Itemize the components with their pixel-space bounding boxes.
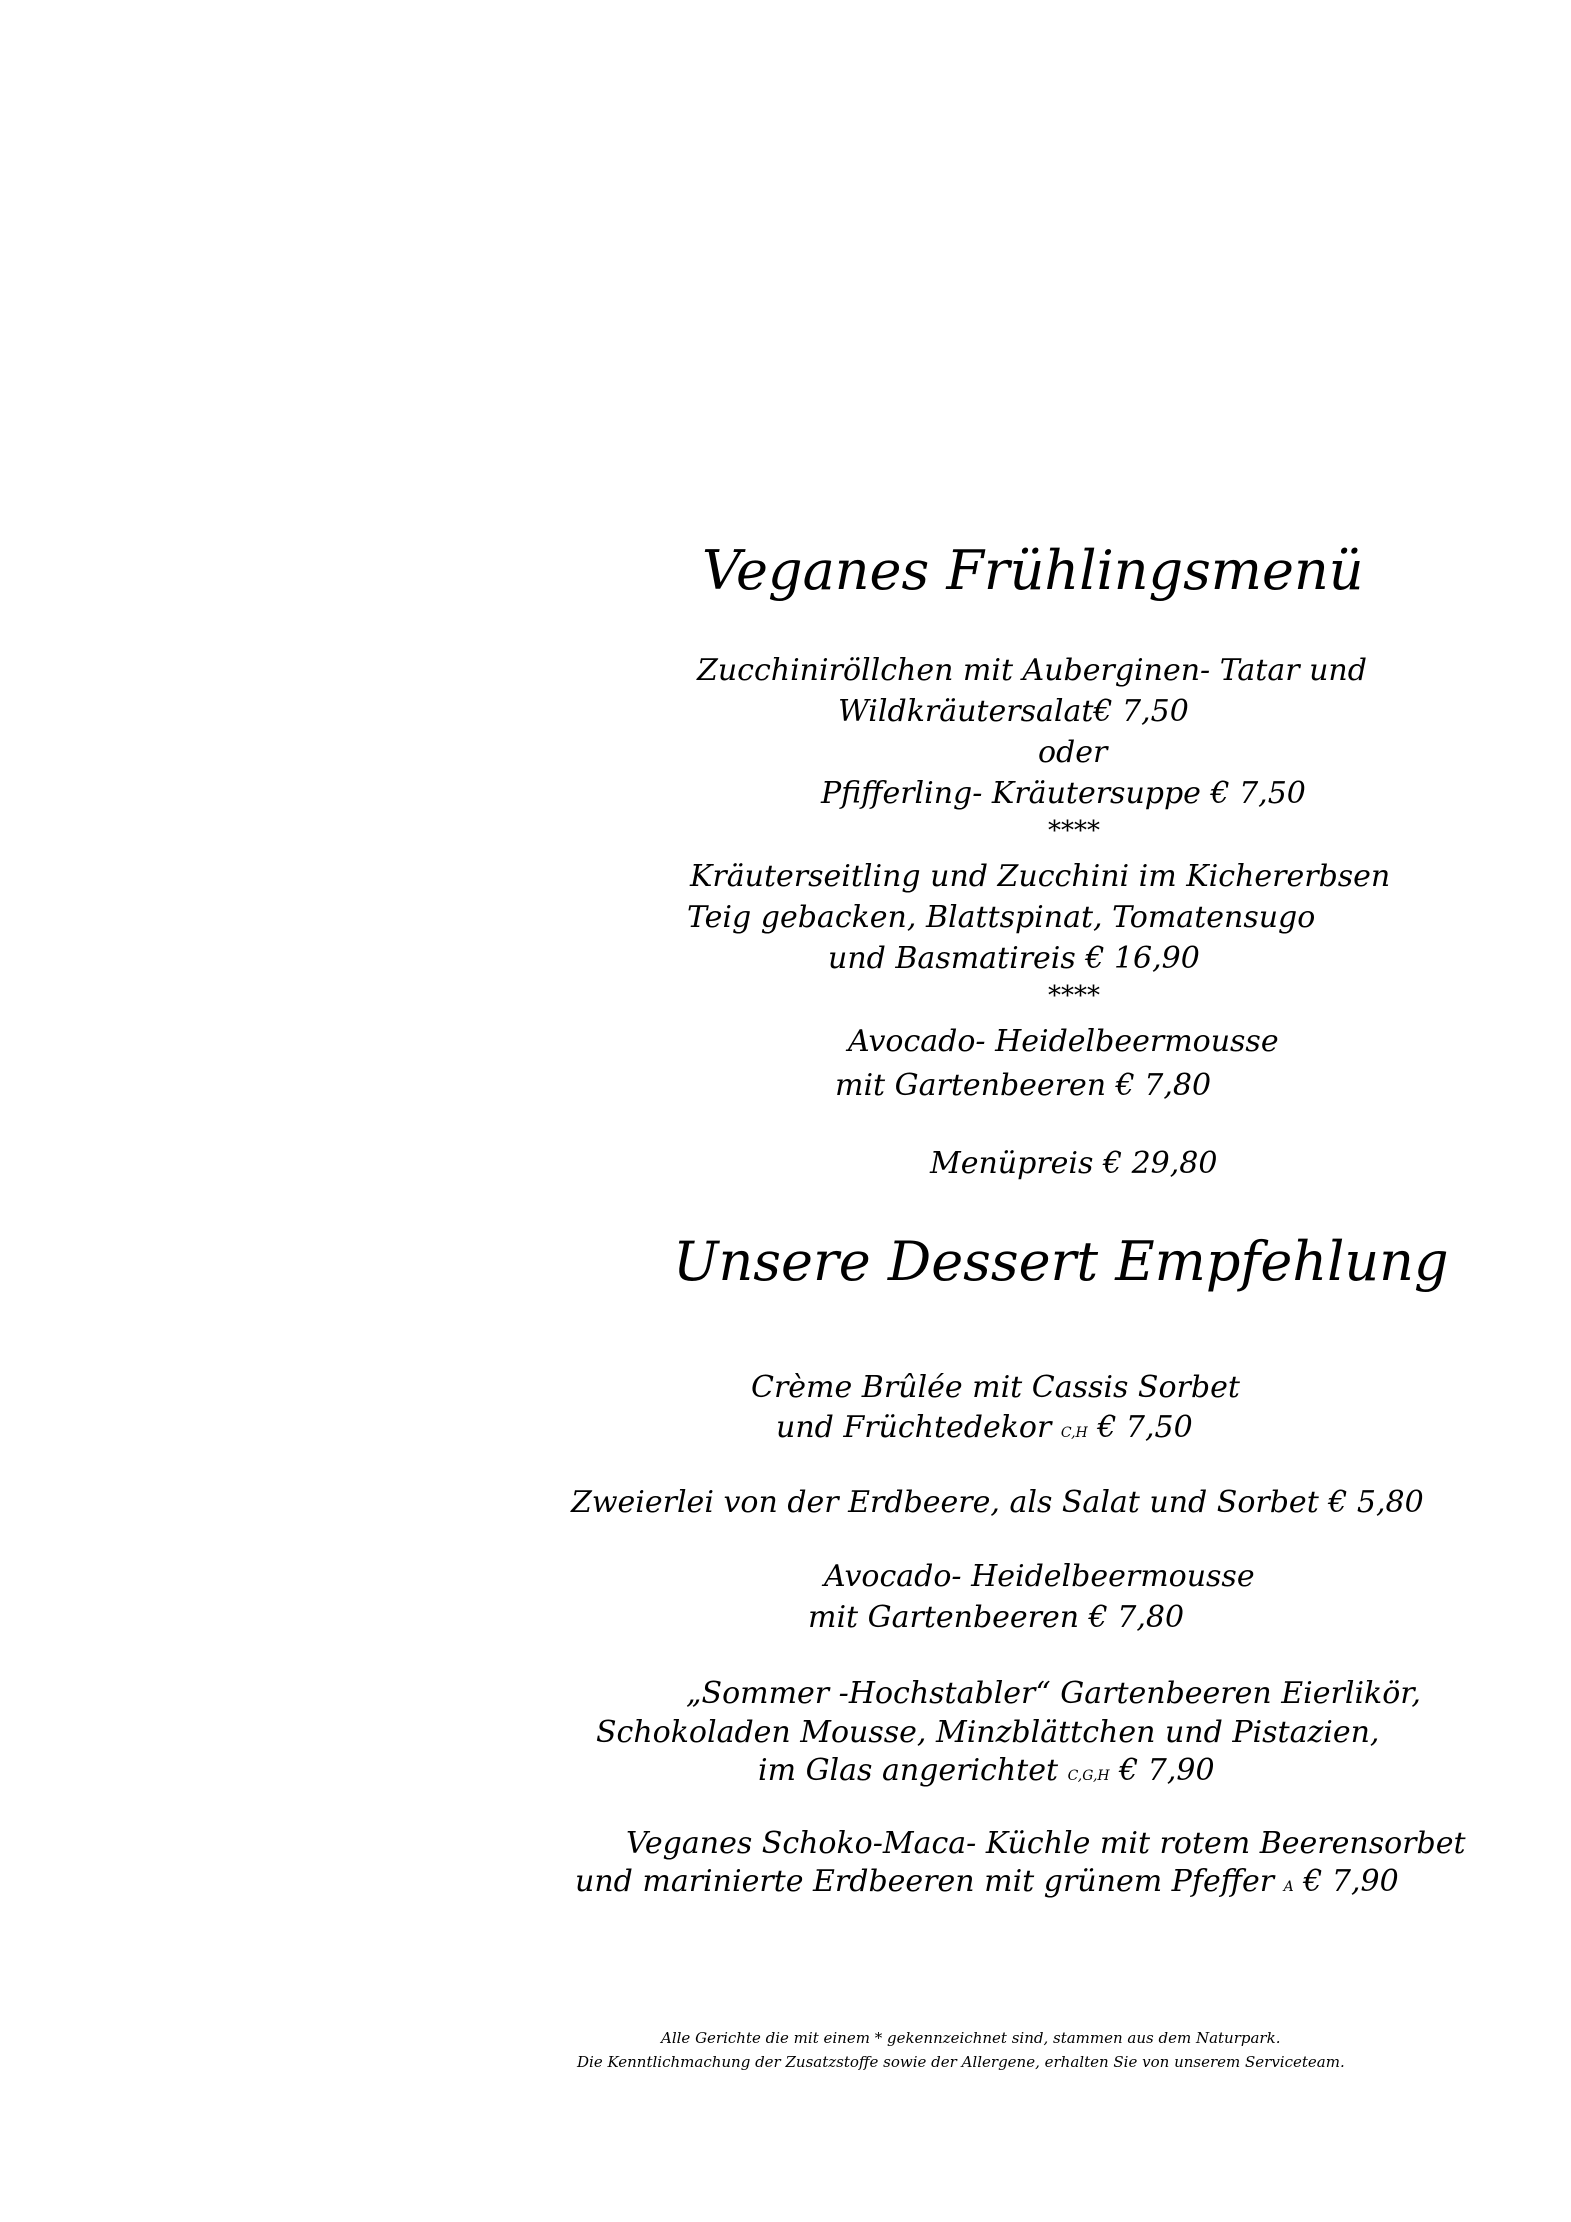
dessert-title: Unsere Dessert Empfehlung — [673, 1230, 1449, 1293]
footer-line-2: Die Kenntlichmachung der Zusatzstoffe sowie der Allergene, erhalten Sie von unserem Serviceteam. — [577, 2053, 1345, 2071]
spring-menu-title: Veganes Frühlingsmenü — [702, 539, 1364, 602]
creme-brulee-line-1: Crème Brûlée mit Cassis Sorbet — [751, 1370, 1240, 1405]
avocado-line-1: Avocado- Heidelbeermousse — [824, 1559, 1255, 1594]
sommer-line-2: Schokoladen Mousse, Minzblättchen und Pistazien, — [596, 1715, 1380, 1750]
or-label: oder — [1038, 735, 1108, 770]
sommer-text: im Glas angerichtet — [758, 1753, 1059, 1788]
avocado-line-2: mit Gartenbeeren € 7,80 — [808, 1600, 1185, 1635]
sommer-line-1: „Sommer -Hochstabler“ Gartenbeeren Eierlikör, — [686, 1676, 1421, 1711]
main-line-1: Kräuterseitling und Zucchini im Kichererbsen — [690, 859, 1391, 894]
sommer-allergens: C,G,H — [1067, 1768, 1110, 1784]
footer-line-1: Alle Gerichte die mit einem * gekennzeichnet sind, stammen aus dem Naturpark. — [661, 2029, 1281, 2047]
schoko-allergens: A — [1283, 1879, 1294, 1895]
starter-line-2: Wildkräutersalat€ 7,50 — [838, 694, 1189, 729]
spring-dessert-line-2: mit Gartenbeeren € 7,80 — [835, 1068, 1212, 1103]
creme-brulee-line-2 — [776, 1410, 1571, 1445]
schoko-line-2 — [575, 1864, 1571, 1899]
main-line-3: und Basmatireis € 16,90 — [828, 941, 1200, 976]
sommer-price: € 7,90 — [1119, 1753, 1215, 1788]
starter-line-1: Zucchiniröllchen mit Auberginen- Tatar und — [697, 653, 1367, 688]
separator-1: **** — [1048, 816, 1100, 846]
creme-brulee-text: und Früchtedekor — [776, 1410, 1052, 1445]
sommer-line-3 — [758, 1753, 1571, 1788]
separator-2: **** — [1048, 981, 1100, 1011]
schoko-line-1: Veganes Schoko-Maca- Küchle mit rotem Beerensorbet — [626, 1826, 1466, 1861]
soup-line: Pfifferling- Kräutersuppe € 7,50 — [821, 776, 1306, 811]
creme-brulee-allergens: C,H — [1060, 1425, 1088, 1441]
schoko-price: € 7,90 — [1303, 1864, 1399, 1899]
menu-price: Menüpreis € 29,80 — [930, 1146, 1218, 1181]
schoko-text: und marinierte Erdbeeren mit grünem Pfeffer — [575, 1864, 1275, 1899]
creme-brulee-price: € 7,50 — [1097, 1410, 1193, 1445]
main-line-2: Teig gebacken, Blattspinat, Tomatensugo — [687, 900, 1316, 935]
strawberry-line: Zweierlei von der Erdbeere, als Salat und Sorbet € 5,80 — [571, 1485, 1424, 1520]
spring-dessert-line-1: Avocado- Heidelbeermousse — [848, 1024, 1279, 1059]
